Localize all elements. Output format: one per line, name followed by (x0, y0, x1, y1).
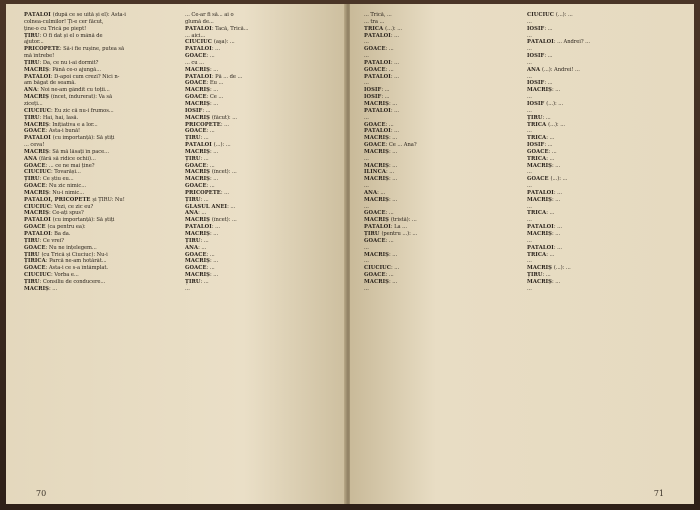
speaker-name: ȚIRU (24, 32, 40, 39)
speaker-name: GOACE (527, 148, 549, 155)
text-line: GOACE: Nu ne înțelegem... (24, 244, 97, 251)
speaker-name: ȚIRU (527, 114, 543, 121)
text-line: GOACE: Nu zic nimic... (24, 183, 87, 190)
text-line: MACRIȘ: ... (24, 285, 58, 292)
speaker-name: MACRIȘ (24, 189, 49, 196)
speaker-name: TRICĂ (527, 121, 549, 128)
text-line: ... (527, 237, 532, 244)
speaker-name: MACRIȘ (24, 94, 51, 101)
speaker-name: PĂTĂLOI (527, 224, 554, 231)
speaker-name: PĂTĂLOI (185, 25, 212, 32)
text-line: MACRIȘ (încet): ... (185, 217, 237, 224)
text-line: ILINCA: ... (364, 169, 395, 176)
speaker-name: PĂTĂLOI (527, 39, 554, 46)
text-line: MACRIȘ: ... (364, 251, 398, 258)
text-line: GOACE: Ce ... (185, 94, 224, 101)
text-line: ȚIRU: ... (185, 237, 209, 244)
text-line: ANA (fără să ridice ochii)... (24, 155, 96, 162)
speaker-name: IOSIF (364, 87, 382, 94)
speaker-name: CIUCIUC (185, 39, 214, 46)
text-line: ... (527, 203, 532, 210)
text-line: ... aici... (185, 32, 206, 39)
speaker-name: GOACE (364, 46, 386, 53)
text-line: MACRIȘ: ... (185, 176, 219, 183)
speaker-name: GOACE (364, 142, 386, 149)
speaker-name: ȚIRU (24, 176, 40, 183)
text-line: ANA (...): Andrei! ... (527, 66, 580, 73)
text-line: PĂTĂLOI: ... (364, 73, 399, 80)
speaker-name: GOACE (185, 53, 207, 60)
text-line: IOSIF: ... (185, 107, 211, 114)
text-line: PĂTĂLOI: D-apoi cum crezi? Nici n- (24, 73, 120, 80)
speaker-name: CIUCIUC (24, 169, 51, 176)
text-line: TRICĂ: ... (527, 135, 555, 142)
text-line: MACRIȘ: ... (185, 231, 219, 237)
text-line: PĂTĂLOI: Ba da. (24, 231, 71, 237)
text-line: MACRIȘ: Inițiativa e a lor... (24, 121, 98, 128)
speaker-name: IOSIF (185, 107, 203, 114)
text-line: MACRIȘ: ... (185, 66, 219, 73)
text-line: ȚIRU: Ce vrei? (24, 237, 65, 244)
text-line: ... (364, 114, 369, 121)
text-line: GOACE: Asta-i ce s-a întâmplat. (24, 265, 108, 272)
speaker-name: GOACE (185, 94, 207, 101)
text-line: GOACE: ... (364, 210, 394, 217)
text-line: ȚIRU: Ce știu eu... (24, 176, 74, 183)
text-line: PĂTĂLOI: ... (527, 189, 562, 196)
speaker-name: TRICĂ (364, 25, 386, 32)
speaker-name: MACRIȘ (364, 217, 391, 224)
speaker-name: MACRIȘ (364, 148, 389, 155)
speaker-name: IOSIF (527, 80, 545, 87)
text-line: MACRIȘ: ... (527, 196, 561, 203)
text-line: PĂTĂLOI: Tacă, Trică... (185, 25, 249, 32)
speaker-name: MACRIȘ (527, 265, 554, 272)
text-line: ȚIRU: ... (185, 135, 209, 142)
text-line: MACRIȘ: Să mă lăsați în pace... (24, 148, 109, 155)
text-line: ... (364, 39, 369, 46)
text-line: GOACE: ... (185, 251, 215, 258)
text-line: GOACE: ... (185, 128, 215, 135)
page-number-right: 71 (653, 489, 664, 498)
text-line: GOACE: Ce ... Ana? (364, 142, 417, 149)
speaker-name: MACRIȘ (185, 100, 210, 107)
text-line: MACRIȘ: Până ce-o ajungă... (24, 66, 102, 73)
text-line: PĂTĂLOI (cu importanță): Să știți (24, 135, 115, 142)
speaker-name: MACRIȘ (185, 176, 210, 183)
text-line: ... (527, 169, 532, 176)
text-line: GOACE: ... (185, 162, 215, 169)
text-line: ANA: ... (185, 244, 207, 251)
text-line: ȚIRU: ... (185, 278, 209, 285)
text-line: GLASUL ANEI: ... (185, 203, 236, 210)
speaker-name: PĂTĂLOI (24, 73, 51, 80)
text-line: CIUCIUC: Eu zic că nu-i frumos... (24, 107, 114, 114)
left-page (6, 4, 346, 504)
speaker-name: GOACE (185, 128, 207, 135)
speaker-name: ȚIRICĂ (24, 258, 46, 265)
text-line: ANA: ... (185, 210, 207, 217)
text-line: ... (364, 80, 369, 87)
text-line: ȚIRU: Da, ce nu i-ai dormit? (24, 59, 99, 66)
text-line: ... (364, 53, 369, 60)
text-line: ȚIRU: Hai, hai, lasă. (24, 114, 79, 121)
speaker-name: PĂTĂLOI (527, 244, 554, 251)
text-line: ... (527, 183, 532, 190)
speaker-name: IOSIF (527, 53, 545, 60)
speaker-name: ȚIRU (24, 114, 40, 121)
text-line: PĂTĂLOI: ... (364, 32, 399, 39)
text-line: ... (364, 244, 369, 251)
speaker-name: ȚIRU (185, 155, 201, 162)
speaker-name: ANA (364, 189, 378, 196)
speaker-name: MACRIȘ (24, 121, 49, 128)
text-line: MACRIȘ: Nu-i nimic... (24, 189, 85, 196)
speaker-name: MACRIȘ (185, 66, 210, 73)
speaker-name: MACRIȘ (527, 231, 552, 237)
text-line: GOACE: ... (185, 183, 215, 190)
text-line: TRICĂ: ... (527, 210, 555, 217)
text-line: MACRIȘ: ... (527, 162, 561, 169)
text-line: ... (527, 59, 532, 66)
right-page-column-1 (364, 12, 517, 482)
speaker-name: GOACE (24, 244, 46, 251)
text-line: CIUCIUC: ... (364, 265, 400, 272)
text-line: MACRIȘ (făcut): ... (185, 114, 238, 121)
text-line: TRICĂ (...): ... (364, 25, 403, 32)
speaker-name: TRICĂ (527, 135, 547, 142)
speaker-name: MACRIȘ (185, 231, 210, 237)
speaker-name: CIUCIUC (527, 12, 556, 18)
speaker-name: PĂTĂLOI (185, 142, 214, 149)
text-line: IOSIF (...): ... (527, 100, 564, 107)
text-line: ... (527, 46, 532, 53)
text-line: MACRIȘ: Ce-ați spus? (24, 210, 84, 217)
text-line: ajutor... (24, 39, 44, 46)
speaker-name: MACRIȘ (364, 135, 389, 142)
speaker-name: ANA (24, 155, 39, 162)
speaker-name: GOACE (364, 66, 386, 73)
text-line: ... (527, 18, 532, 25)
text-line: colnea-culmilor! Ți-e cer făcut, (24, 18, 104, 25)
speaker-name: MACRIȘ (364, 196, 389, 203)
text-line: ȚIRU: Consiliu de conducere... (24, 278, 106, 285)
text-line: PĂTĂLOI: ... (364, 59, 399, 66)
text-line: ... ceva! (24, 142, 45, 149)
text-line: MACRIȘ: ... (364, 162, 398, 169)
right-page-column-2 (527, 12, 680, 482)
text-line: PRICOPETE: ... (185, 189, 229, 196)
speaker-name: IOSIF (527, 142, 545, 149)
text-line: ... (364, 183, 369, 190)
text-line: ... (527, 32, 532, 39)
text-line: PĂTĂLOI: ... (527, 224, 562, 231)
text-line: ziceți... (24, 100, 43, 107)
text-line: MACRIȘ: ... (185, 272, 219, 279)
speaker-name: MACRIȘ (185, 169, 212, 176)
right-page (350, 4, 694, 504)
text-line: IOSIF: ... (527, 80, 553, 87)
speaker-name: GOACE (364, 272, 386, 279)
speaker-name: PĂTĂLOI (364, 224, 391, 231)
speaker-name: ANA (185, 210, 199, 217)
left-page-columns (24, 12, 336, 482)
text-line: TRICĂ: ... (527, 251, 555, 258)
text-line: PRICOPETE: ... (185, 121, 229, 128)
speaker-name: GOACE (185, 251, 207, 258)
text-line: ȚIRU: ... (185, 196, 209, 203)
text-line: MACRIȘ (încet, îndurerat): Va să (24, 94, 113, 101)
text-line: ... (527, 73, 532, 80)
speaker-name: ȚIRU (185, 135, 201, 142)
text-line: GOACE: ... ce ne mai ține? (24, 162, 95, 169)
speaker-name: GOACE (185, 162, 207, 169)
text-line: MACRIȘ (încet): ... (185, 169, 237, 176)
speaker-name: TRICĂ (527, 155, 547, 162)
speaker-name: GOACE (24, 224, 48, 231)
speaker-name: PĂTĂLOI (364, 128, 391, 135)
speaker-name: MACRIȘ (364, 176, 389, 183)
speaker-name: PRICOPETE (185, 189, 221, 196)
text-line: MACRIȘ: ... (185, 148, 219, 155)
text-line: MACRIȘ: ... (185, 87, 219, 94)
speaker-name: GOACE (24, 128, 46, 135)
text-line: IOSIF: ... (527, 53, 553, 60)
speaker-name: MACRIȘ (527, 278, 552, 285)
speaker-name: TRICĂ (527, 210, 547, 217)
speaker-name: PĂTĂLOI (24, 231, 51, 237)
speaker-name: PĂTĂLOI (364, 32, 391, 39)
speaker-name: MACRIȘ (185, 272, 210, 279)
text-line: PRICOPETE: Să-i fie rușine, putea să (24, 46, 125, 53)
speaker-name: MACRIȘ (364, 100, 389, 107)
text-line: GOACE (...): ... (527, 176, 568, 183)
speaker-name: GOACE (527, 176, 551, 183)
speaker-name: PĂTĂLOI (527, 189, 554, 196)
speaker-name: ANA (24, 87, 38, 94)
speaker-name: ȚIRU (24, 251, 42, 258)
text-line: MACRIȘ: ... (364, 148, 398, 155)
speaker-name: ȚIRU (24, 59, 40, 66)
text-line: CIUCIUC: Vezi, ce zic eu? (24, 203, 94, 210)
speaker-name: MACRIȘ (24, 148, 49, 155)
text-line: MACRIȘ: ... (527, 231, 561, 237)
speaker-name: PĂTĂLOI, PRICOPETE (24, 196, 93, 203)
speaker-name: MACRIȘ (527, 87, 552, 94)
speaker-name: GOACE (364, 210, 386, 217)
text-line: ține-o cu Trică pe piept! (24, 25, 87, 32)
speaker-name: MACRIȘ (527, 196, 552, 203)
speaker-name: PĂTĂLOI (364, 59, 391, 66)
text-line: MACRIȘ: ... (527, 87, 561, 94)
text-line: ... (527, 128, 532, 135)
right-page-columns (364, 12, 680, 482)
text-line: ... (364, 155, 369, 162)
speaker-name: MACRIȘ (185, 87, 210, 94)
speaker-name: IOSIF (527, 100, 547, 107)
text-line: ȚIRU: ... (185, 155, 209, 162)
text-line: GOACE: ... (527, 148, 557, 155)
text-line: ... (527, 107, 532, 114)
text-line: ... (364, 258, 369, 265)
speaker-name: ȚIRU (185, 237, 201, 244)
speaker-name: GOACE (24, 265, 46, 272)
speaker-name: CIUCIUC (24, 107, 51, 114)
text-line: GOACE: ... (364, 272, 394, 279)
text-line: GOACE: ... (364, 237, 394, 244)
text-line: CIUCIUC (aşa): ... (185, 39, 235, 46)
text-line: PĂTĂLOI: ... (527, 244, 562, 251)
text-line: PĂTĂLOI (cu importanță): Să știți (24, 217, 115, 224)
text-line: CIUCIUC: Vorba e... (24, 272, 79, 279)
text-line: PĂTĂLOI: Pă ... de ... (185, 73, 243, 80)
speaker-name: GOACE (185, 265, 207, 272)
speaker-name: ANA (185, 244, 199, 251)
speaker-name: CIUCIUC (364, 265, 391, 272)
text-line: ȚIRICĂ: Parcă ne-am hotărât... (24, 258, 107, 265)
text-line: ... (527, 94, 532, 101)
speaker-name: PRICOPETE (24, 46, 60, 53)
speaker-name: CIUCIUC (24, 203, 51, 210)
text-line: TRICĂ: ... (527, 155, 555, 162)
speaker-name: TRICĂ (527, 251, 547, 258)
speaker-name: ȚIRU (364, 231, 382, 237)
text-line: ... Ce-ar fi să... ai o (185, 12, 234, 18)
text-line: ȚIRU: ... (527, 114, 551, 121)
text-line: MACRIȘ: ... (185, 258, 219, 265)
speaker-name: MACRIȘ (24, 210, 49, 217)
speaker-name: IOSIF (527, 25, 545, 32)
text-line: GOACE: Eu ... (185, 80, 224, 87)
text-line: CIUCIUC (...): ... (527, 12, 573, 18)
text-line: PĂTĂLOI (după ce se uită și el): Asta-i (24, 12, 126, 18)
text-line: GOACE: Asta-i bună! (24, 128, 81, 135)
text-line: PĂTĂLOI: ... (185, 224, 220, 231)
speaker-name: GOACE (24, 183, 46, 190)
speaker-name: GOACE (185, 183, 207, 190)
text-line: mă întrebe! (24, 53, 55, 60)
text-line: PĂTĂLOI (...): ... (185, 142, 231, 149)
text-line: CIUCIUC: Tovarăși... (24, 169, 81, 176)
text-line: GOACE (ca pentru ea): (24, 224, 86, 231)
speaker-name: PĂTĂLOI (24, 135, 53, 142)
speaker-name: ANA (527, 66, 542, 73)
speaker-name: MACRIȘ (185, 114, 212, 121)
text-line: ... (364, 203, 369, 210)
speaker-name: ȚIRU (185, 196, 201, 203)
speaker-name: ȚIRU (527, 272, 543, 279)
text-line: ANA: ... (364, 189, 386, 196)
speaker-name: GLASUL ANEI (185, 203, 228, 210)
speaker-name: GOACE (185, 80, 207, 87)
speaker-name: IOSIF (364, 94, 382, 101)
speaker-name: PĂTĂLOI (24, 217, 53, 224)
speaker-name: GOACE (364, 121, 386, 128)
text-line: GOACE: ... (364, 121, 394, 128)
page-number-left: 70 (36, 489, 47, 498)
speaker-name: GOACE (24, 162, 46, 169)
left-page-column-2 (185, 12, 336, 482)
text-line: MACRIȘ (...): ... (527, 265, 571, 272)
text-line: ... cu ... (185, 59, 204, 66)
text-line: IOSIF: ... (527, 142, 553, 149)
text-line: ȚIRU (cu Trică și Ciuciuc): Nu-i (24, 251, 108, 258)
speaker-name: PĂTĂLOI (185, 73, 212, 80)
text-line: PĂTĂLOI: ... (364, 128, 399, 135)
text-line: IOSIF: ... (364, 94, 390, 101)
speaker-name: MACRIȘ (185, 148, 210, 155)
text-line: MACRIȘ: ... (364, 278, 398, 285)
speaker-name: MACRIȘ (364, 251, 389, 258)
speaker-name: MACRIȘ (185, 217, 212, 224)
text-line: MACRIȘ: ... (364, 100, 398, 107)
left-page-column-1 (24, 12, 175, 482)
speaker-name: ILINCA (364, 169, 386, 176)
text-line: PĂTĂLOI: ... (185, 46, 220, 53)
text-line: IOSIF: ... (527, 25, 553, 32)
text-line: PĂTĂLOI: La ... (364, 224, 407, 231)
speaker-name: MACRIȘ (24, 285, 49, 292)
text-line: MACRIȘ (tristă): ... (364, 217, 417, 224)
text-line: ... (527, 217, 532, 224)
speaker-name: PRICOPETE (185, 121, 221, 128)
text-line: ... (527, 285, 532, 292)
text-line: ... (527, 258, 532, 265)
text-line: MACRIȘ: ... (364, 196, 398, 203)
text-line: ... Trică, ... (364, 12, 392, 18)
text-line: GOACE: ... (185, 53, 215, 60)
speaker-name: MACRIȘ (527, 162, 552, 169)
text-line: glumă de... (185, 18, 214, 25)
speaker-name: GOACE (364, 237, 386, 244)
text-line: ... tra ... (364, 18, 385, 25)
speaker-name: PĂTĂLOI (364, 107, 391, 114)
text-line: ȚIRU: ... (527, 272, 551, 279)
speaker-name: PĂTĂLOI (185, 224, 212, 231)
speaker-name: PĂTĂLOI (364, 73, 391, 80)
speaker-name: CIUCIUC (24, 272, 51, 279)
text-line: ... (185, 285, 190, 292)
text-line: PĂTĂLOI: ... Andrei? ... (527, 39, 590, 46)
text-line: MACRIȘ: ... (364, 135, 398, 142)
text-line: GOACE: ... (185, 265, 215, 272)
text-line: MACRIȘ: ... (527, 278, 561, 285)
text-line: IOSIF: ... (364, 87, 390, 94)
text-line: am băgat de seamă. (24, 80, 76, 87)
speaker-name: ȚIRU (24, 278, 40, 285)
speaker-name: MACRIȘ (185, 258, 210, 265)
speaker-name: MACRIȘ (24, 66, 49, 73)
text-line: GOACE: ... (364, 66, 394, 73)
text-line: ȚIRU: O fi dat și el o mână de (24, 32, 103, 39)
text-line: GOACE: ... (364, 46, 394, 53)
speaker-name: ȚIRU (185, 278, 201, 285)
speaker-name: PĂTĂLOI (185, 46, 212, 53)
text-line: PĂTĂLOI: ... (364, 107, 399, 114)
text-line: ȚIRU (pentru ...): ... (364, 231, 418, 237)
text-line: ... (364, 285, 369, 292)
text-line: PĂTĂLOI, PRICOPETE și ȚIRU: Nu! (24, 196, 125, 203)
speaker-name: MACRIȘ (364, 278, 389, 285)
text-line: MACRIȘ: ... (364, 176, 398, 183)
text-line: TRICĂ (...): ... (527, 121, 566, 128)
text-line: MACRIȘ: ... (185, 100, 219, 107)
text-line: ANA: Noi ne-am gândit cu toții... (24, 87, 110, 94)
speaker-name: ȚIRU (24, 237, 40, 244)
speaker-name: PĂTĂLOI (24, 12, 53, 18)
speaker-name: MACRIȘ (364, 162, 389, 169)
